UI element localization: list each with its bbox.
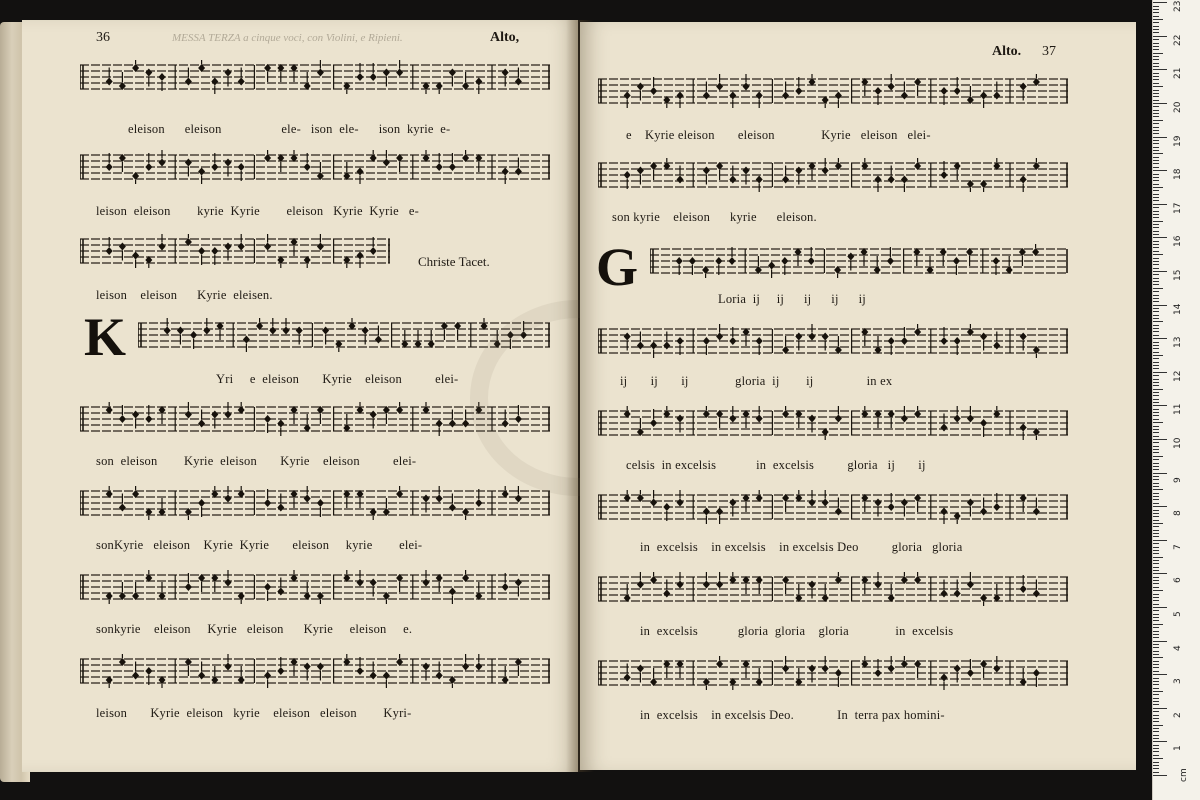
ruler-tick [1153,563,1159,564]
ruler-tick [1153,295,1159,296]
ruler-tick [1153,331,1159,332]
ruler-tick [1153,49,1159,50]
ruler-tick [1153,553,1159,554]
ruler-tick [1153,547,1159,548]
ruler-tick [1153,234,1159,235]
ruler-tick [1153,174,1159,175]
ruler-tick [1153,412,1159,413]
ruler-tick [1153,533,1159,534]
lyric-line: sonKyrie eleison Kyrie Kyrie eleison kyrie elei- [96,538,423,552]
ruler-label: 10 [1173,437,1183,449]
lyric-line: Loria ij ij ij ij ij [718,292,866,306]
ruler-tick [1153,725,1163,726]
ruler-tick [1153,237,1167,238]
ruler-label: 15 [1173,269,1183,281]
lyric-line: son eleison Kyrie eleison Kyrie eleison elei- [96,454,417,468]
ruler-tick [1153,385,1159,386]
ruler-tick [1153,751,1159,752]
ruler-tick [1153,291,1159,292]
ruler-tick [1153,557,1163,558]
ruler-tick [1153,372,1167,373]
ruler-tick [1153,63,1159,64]
ruler-tick [1153,19,1163,20]
music-staff [598,324,1068,358]
decorated-initial-k: K [84,307,127,367]
ruler-tick [1153,731,1159,732]
part-label-right: Alto. [992,44,1022,59]
ruler-tick [1153,681,1159,682]
ruler-tick [1153,281,1159,282]
ruler-label: 22 [1173,34,1183,46]
ruler-tick [1153,439,1167,440]
ruler-tick [1153,600,1159,601]
ruler-tick [1153,221,1163,222]
ruler-tick [1153,466,1159,467]
music-staff [80,60,550,94]
ruler-tick [1153,315,1159,316]
ruler-tick [1153,345,1159,346]
ruler-tick [1153,704,1159,705]
ruler-tick [1153,536,1159,537]
ruler-tick [1153,449,1159,450]
ruler-tick [1153,715,1159,716]
ruler-tick [1153,227,1159,228]
ruler-tick [1153,150,1159,151]
ruler-label: 12 [1173,370,1183,382]
music-staff [80,654,550,688]
ruler-label: 4 [1173,644,1183,651]
ruler-tick [1153,140,1159,141]
ruler-tick [1153,728,1159,729]
ruler-tick [1153,211,1159,212]
ruler-label: 13 [1173,336,1183,349]
ruler-tick [1153,745,1159,746]
ruler-label: 18 [1173,168,1183,181]
ruler-tick [1153,197,1159,198]
ruler-tick [1153,610,1159,611]
ruler-tick [1153,46,1159,47]
ruler-tick [1153,607,1167,608]
ruler-tick [1153,661,1159,662]
ruler-tick [1153,674,1167,675]
ruler-tick [1153,298,1159,299]
lyric-line: in excelsis in excelsis in excelsis Deo gloria gloria [640,540,963,554]
music-staff [598,406,1068,440]
bleed-through-text: MESSA TERZA a cinque voci, con Violini, e Ripieni. [172,32,403,44]
ruler-label: 2 [1173,712,1183,718]
ruler-tick [1153,26,1159,27]
ruler-tick [1153,311,1159,312]
lyric-line: leison eleison Kyrie eleisen. [96,288,273,302]
ruler-tick [1153,110,1159,111]
ruler-tick [1153,284,1159,285]
ruler-tick [1153,758,1163,759]
ruler-tick [1153,207,1159,208]
ruler-label: 14 [1173,303,1183,315]
ruler-tick [1153,153,1163,154]
ruler-tick [1153,214,1159,215]
ruler-tick [1153,395,1159,396]
ruler-tick [1153,765,1159,766]
ruler-tick [1153,6,1159,7]
ruler-tick [1153,274,1159,275]
ruler-tick [1153,587,1159,588]
ruler-tick [1153,288,1163,289]
ruler-tick [1153,301,1159,302]
ruler-tick [1153,184,1159,185]
ruler-tick [1153,631,1159,632]
ruler-label: 7 [1173,544,1183,550]
ruler-tick [1153,190,1159,191]
ruler-tick [1153,614,1159,615]
ruler-tick [1153,617,1159,618]
ruler-tick [1153,701,1159,702]
ruler-tick [1153,577,1159,578]
ruler-tick [1153,738,1159,739]
ruler-tick [1153,321,1163,322]
measurement-ruler [1152,0,1200,800]
music-staff [80,570,550,604]
ruler-tick [1153,348,1159,349]
ruler-tick [1153,409,1159,410]
ruler-tick [1153,106,1159,107]
part-label-left: Alto, [490,30,520,45]
lyric-line: e Kyrie eleison eleison Kyrie eleison elei- [626,128,931,142]
lyric-line: Yri e eleison Kyrie eleison elei- [216,372,459,386]
ruler-tick [1153,476,1159,477]
ruler-tick [1153,278,1159,279]
right-page [580,22,1136,770]
ruler-tick [1153,261,1159,262]
ruler-tick [1153,459,1159,460]
music-staff [598,490,1068,524]
ruler-tick [1153,644,1159,645]
ruler-tick [1153,120,1163,121]
ruler-tick [1153,499,1159,500]
ruler-tick [1153,167,1159,168]
ruler-tick [1153,604,1159,605]
ruler-tick [1153,36,1167,37]
ruler-tick [1153,217,1159,218]
lyric-line: son kyrie eleison kyrie eleison. [612,210,817,224]
ruler-tick [1153,328,1159,329]
ruler-tick [1153,503,1159,504]
ruler-tick [1153,352,1159,353]
ruler-tick [1153,399,1159,400]
ruler-tick [1153,79,1159,80]
music-staff [598,656,1068,690]
ruler-tick [1153,73,1159,74]
ruler-tick [1153,456,1163,457]
ruler-tick [1153,657,1163,658]
ruler-tick [1153,305,1167,306]
ruler-tick [1153,755,1159,756]
ruler-tick [1153,550,1159,551]
ruler-tick [1153,768,1159,769]
ruler-tick [1153,143,1159,144]
ruler-label: 11 [1173,403,1183,416]
ruler-tick [1153,355,1163,356]
ruler-tick [1153,137,1167,138]
lyric-line: ij ij ij gloria ij ij in ex [620,374,893,388]
ruler-tick [1153,244,1159,245]
ruler-tick [1153,691,1163,692]
ruler-tick [1153,103,1167,104]
lyric-line: in excelsis gloria gloria gloria in excelsis [640,624,954,638]
ruler-unit: cm [1179,768,1189,782]
ruler-tick [1153,83,1159,84]
ruler-tick [1153,29,1159,30]
ruler-tick [1153,200,1159,201]
ruler-tick [1153,368,1159,369]
decorated-initial-g: G [596,237,639,297]
ruler-tick [1153,180,1159,181]
ruler-tick [1153,520,1159,521]
ruler-tick [1153,392,1159,393]
ruler-tick [1153,654,1159,655]
ruler-tick [1153,567,1159,568]
ruler-tick [1153,254,1163,255]
music-staff [598,572,1068,606]
ruler-tick [1153,415,1159,416]
ruler-tick [1153,325,1159,326]
ruler-tick [1153,530,1159,531]
page-number-right: 37 [1042,44,1056,59]
page-number-left: 36 [96,30,110,45]
ruler-label: 21 [1173,67,1183,80]
ruler-tick [1153,271,1167,272]
ruler-tick [1153,590,1163,591]
ruler-tick [1153,224,1159,225]
ruler-tick [1153,204,1167,205]
ruler-tick [1153,247,1159,248]
ruler-tick [1153,496,1159,497]
ruler-tick [1153,147,1159,148]
ruler-tick [1153,483,1159,484]
ruler-tick [1153,264,1159,265]
ruler-tick [1153,251,1159,252]
ruler-tick [1153,597,1159,598]
ruler-tick [1153,405,1167,406]
ruler-tick [1153,308,1159,309]
ruler-tick [1153,718,1159,719]
ruler-tick [1153,32,1159,33]
ruler-tick [1153,664,1159,665]
music-staff [598,158,1068,192]
ruler-tick [1153,748,1159,749]
music-staff [598,74,1068,108]
ruler-tick [1153,402,1159,403]
ruler-tick [1153,634,1159,635]
ruler-tick [1153,419,1159,420]
ruler-label: 20 [1173,101,1183,113]
ruler-tick [1153,641,1167,642]
ruler-label: 1 [1173,745,1183,752]
ruler-tick [1153,473,1167,474]
ruler-tick [1153,526,1159,527]
ruler-tick [1153,647,1159,648]
ruler-tick [1153,510,1159,511]
ruler-tick [1153,53,1163,54]
ruler-tick [1153,39,1159,40]
ruler-tick [1153,513,1159,514]
ruler-tick [1153,258,1159,259]
ruler-tick [1153,318,1159,319]
ruler-tick [1153,620,1159,621]
ruler-tick [1153,741,1167,742]
ruler-label: 17 [1173,202,1183,214]
ruler-label: 5 [1173,611,1183,617]
ruler-tick [1153,90,1159,91]
ruler-tick [1153,379,1159,380]
music-staff [80,486,550,520]
ruler-tick [1153,721,1159,722]
ruler-tick [1153,342,1159,343]
ruler-tick [1153,113,1159,114]
ruler-tick [1153,580,1159,581]
ruler-tick [1153,43,1159,44]
ruler-tick [1153,133,1159,134]
ruler-tick [1153,66,1159,67]
ruler-tick [1153,56,1159,57]
ruler-tick [1153,506,1167,507]
ruler-tick [1153,684,1159,685]
ruler-tick [1153,688,1159,689]
ruler-tick [1153,570,1159,571]
ruler-tick [1153,489,1163,490]
ruler-tick [1153,127,1159,128]
ruler-tick [1153,469,1159,470]
ruler-tick [1153,452,1159,453]
lyric-line: sonkyrie eleison Kyrie eleison Kyrie eleison e. [96,622,413,636]
ruler-tick [1153,382,1159,383]
ruler-tick [1153,540,1167,541]
ruler-tick [1153,694,1159,695]
ruler-tick [1153,651,1159,652]
ruler-tick [1153,16,1159,17]
ruler-tick [1153,772,1159,773]
ruler-tick [1153,358,1159,359]
ruler-label: 8 [1173,510,1183,517]
ruler-tick [1153,698,1159,699]
ruler-tick [1153,671,1159,672]
ruler-tick [1153,678,1159,679]
ruler-tick [1153,76,1159,77]
ruler-tick [1153,735,1159,736]
ruler-tick [1153,335,1159,336]
ruler-tick [1153,130,1159,131]
ruler-tick [1153,762,1159,763]
ruler-tick [1153,163,1159,164]
lyric-line: in excelsis in excelsis Deo. In terra pax homini- [640,708,945,722]
ruler-tick [1153,116,1159,117]
ruler-tick [1153,100,1159,101]
ruler-tick [1153,177,1159,178]
ruler-tick [1153,123,1159,124]
ruler-label: 23 [1173,0,1183,13]
ruler-tick [1153,426,1159,427]
ruler-tick [1153,187,1163,188]
ruler-tick [1153,446,1159,447]
ruler-tick [1153,432,1159,433]
ruler-tick [1153,59,1159,60]
ruler-tick [1153,375,1159,376]
ruler-tick [1153,2,1167,3]
ruler-tick [1153,627,1159,628]
ruler-tick [1153,86,1163,87]
ruler-label: 6 [1173,577,1183,584]
ruler-tick [1153,560,1159,561]
lyric-line: leison Kyrie eleison kyrie eleison eleison Kyri- [96,706,412,720]
ruler-label: 16 [1173,235,1183,248]
ruler-tick [1153,93,1159,94]
ruler-tick [1153,96,1159,97]
ruler-tick [1153,160,1159,161]
ruler-tick [1153,479,1159,480]
music-staff [80,234,390,268]
ruler-label: 9 [1173,476,1183,483]
ruler-tick [1153,493,1159,494]
ruler-tick [1153,442,1159,443]
ruler-tick [1153,12,1159,13]
ruler-tick [1153,573,1167,574]
ruler-tick [1153,711,1159,712]
ruler-tick [1153,708,1167,709]
ruler-tick [1153,775,1167,776]
lyric-line: leison eleison kyrie Kyrie eleison Kyrie Kyrie e- [96,204,419,218]
music-staff [80,150,550,184]
music-staff [650,244,1068,278]
ruler-tick [1153,516,1159,517]
ruler-tick [1153,624,1163,625]
ruler-tick [1153,523,1163,524]
ruler-tick [1153,194,1159,195]
lyric-line: celsis in excelsis in excelsis gloria ij ij [626,458,926,472]
ruler-tick [1153,362,1159,363]
ruler-tick [1153,429,1159,430]
ruler-tick [1153,22,1159,23]
tacet-label: Christe Tacet. [418,254,490,269]
ruler-tick [1153,389,1163,390]
ruler-tick [1153,69,1167,70]
ruler-tick [1153,463,1159,464]
ruler-tick [1153,543,1159,544]
ruler-label: 19 [1173,135,1183,147]
ruler-tick [1153,486,1159,487]
ruler-tick [1153,9,1159,10]
ruler-tick [1153,231,1159,232]
ruler-tick [1153,157,1159,158]
ruler-tick [1153,637,1159,638]
ruler-tick [1153,594,1159,595]
ruler-tick [1153,241,1159,242]
ruler-tick [1153,338,1167,339]
ruler-tick [1153,583,1159,584]
ruler-tick [1153,365,1159,366]
ruler-tick [1153,436,1159,437]
ruler-tick [1153,422,1163,423]
ruler-tick [1153,268,1159,269]
ruler-tick [1153,170,1167,171]
lyric-line: eleison eleison ele- ison ele- ison kyrie e- [128,122,451,136]
ruler-tick [1153,667,1159,668]
ruler-label: 3 [1173,678,1183,685]
